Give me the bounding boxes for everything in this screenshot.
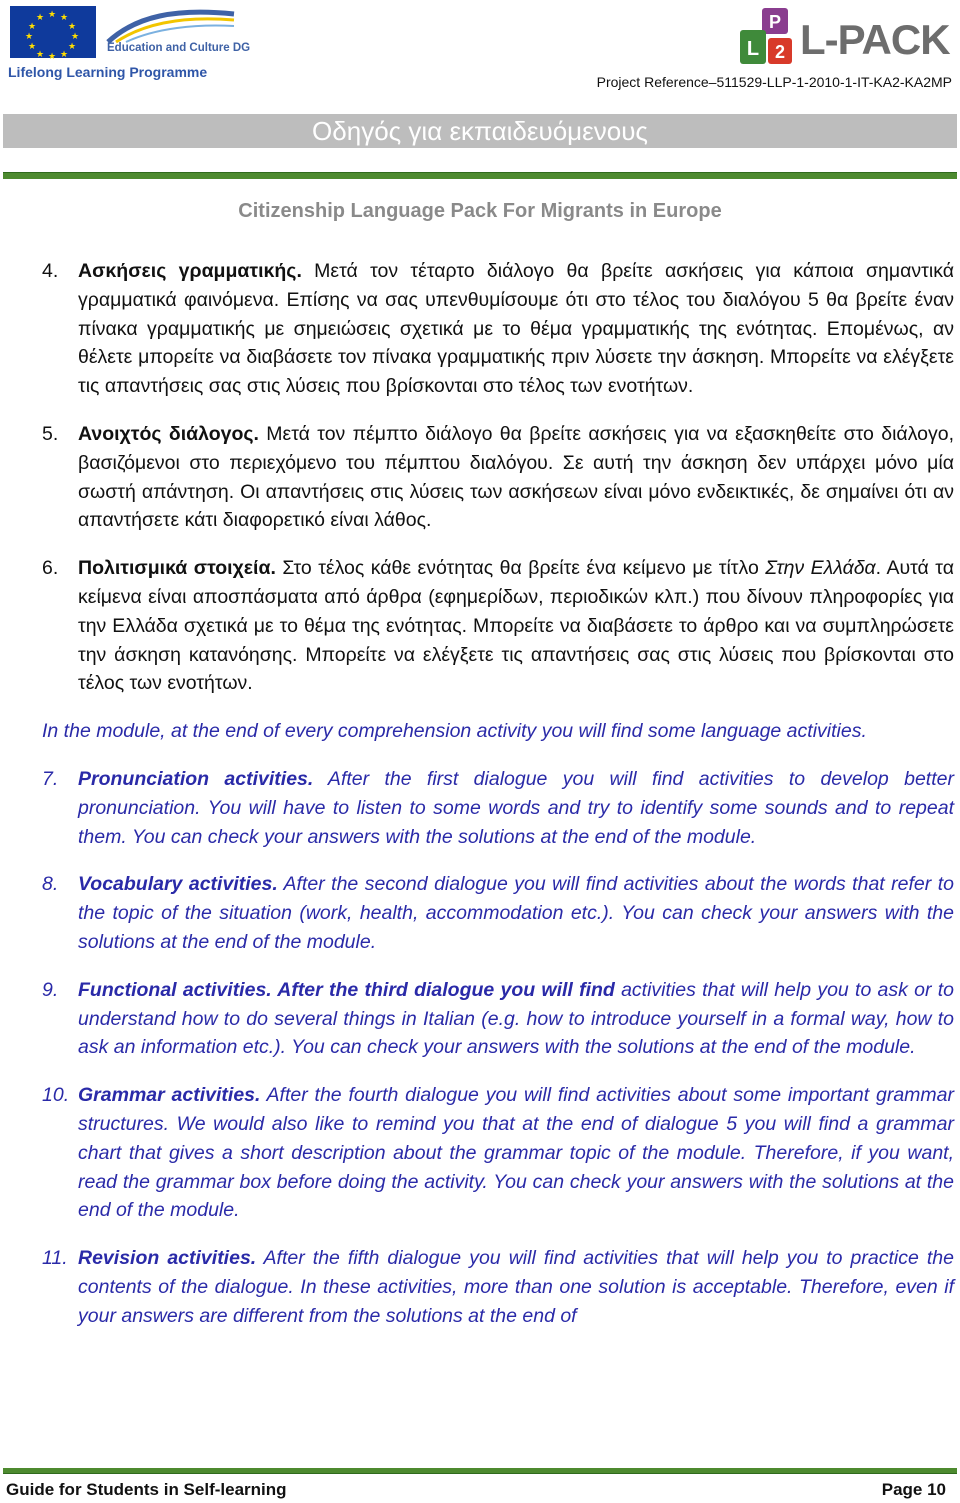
lpack-wordmark: L-PACK xyxy=(800,16,950,63)
item-heading: Functional activities. After the third dialogue you will find xyxy=(78,978,615,1001)
list-item xyxy=(42,765,954,851)
item-number: 11. xyxy=(42,1247,68,1270)
project-reference: Project Reference–511529-LLP-1-2010-1-IT-KA2-KA2MP xyxy=(596,74,952,90)
item-number: 4. xyxy=(42,260,59,282)
lpack-tile-letter: P xyxy=(768,12,782,32)
item-text: Μετά τον τέταρτο διάλογο θα βρείτε ασκήσεις για κάποια σημαντικά γραμματικά φαινόμενα. Επίσης να σας υπενθυμίσουμε ότι στο τέλος του διαλόγου 5 θα βρείτε έναν πίνακα γραμματικής με σημειώσεις σχετικά με το θέμα γραμματικής της ενότητας. Επομένως, αν θέλετε μπορείτε να διαβάσετε τον πίνακα γραμματικής πριν λύσετε την άσκηση. Μπορείτε να ελέγξετε τις απαντήσεις σας στις λύσεις που βρίσκονται στο τέλος των ενοτήτων. xyxy=(78,260,954,398)
item-heading: Pronunciation activities. xyxy=(78,767,314,790)
education-culture-text: Education and Culture DG xyxy=(107,42,251,54)
eu-flag-icon: ★ ★ ★ ★ ★ ★ ★ ★ ★ ★ ★ ★ xyxy=(10,6,96,58)
item-text: Στο τέλος κάθε ενότητας θα βρείτε ένα κείμενο με τίτλο xyxy=(275,557,766,580)
item-text: After the fifth dialogue you will find activities that will help you to practice the contents of the dialogue. In these activities, more than one solution is acceptable. Therefore, even if your answers are different from the solutions at the end of xyxy=(78,1247,954,1327)
item-heading: Πολιτισμικά στοιχεία. xyxy=(78,557,276,580)
item-number: 9. xyxy=(42,978,59,1001)
page-title: Οδηγός για εκπαιδευόμενους xyxy=(312,116,648,146)
list-item xyxy=(42,870,954,956)
item-text: Μετά τον πέμπτο διάλογο θα βρείτε ασκήσεις για να εξασκηθείτε στο διάλογο, βασιζόμενοι στο περιεχόμενο του πέμπτου διαλόγου. Σε αυτή την άσκηση δεν υπάρχει μόνο μία σωστή απάντηση. Οι απαντήσεις στις λύσεις των ασκήσεων είναι μόνο ενδεικτικές, δε σημαίνει ότι αν απαντήσετε κάτι διαφορετικό είναι λάθος. xyxy=(78,422,955,532)
lpack-logo xyxy=(738,6,954,72)
item-heading: Grammar activities. xyxy=(78,1084,261,1107)
title-bar xyxy=(3,114,957,148)
item-number: 10. xyxy=(42,1084,70,1107)
lpack-tile-letter: L xyxy=(746,38,760,60)
lpack-tiles-icon xyxy=(738,6,798,72)
item-text: After the first dialogue you will find activities to develop better pronunciation. You will have to listen to some words and try to identify some sounds and to repeat them. You can check your answers with the solutions at the end of the module. xyxy=(78,767,954,848)
header-divider xyxy=(3,172,957,179)
list-item xyxy=(42,976,954,1062)
list-item xyxy=(42,554,954,698)
lpack-tile-letter: 2 xyxy=(774,42,786,62)
english-intro: In the module, at the end of every comprehension activity you will find some language activities. xyxy=(42,720,867,743)
eu-llp-logo xyxy=(6,2,251,82)
page-number: Page 10 xyxy=(881,1480,946,1499)
list-item xyxy=(42,420,954,535)
list-item xyxy=(42,1244,954,1330)
list-item xyxy=(42,1081,954,1225)
item-text: activities that will help you to ask or to understand how to do several things in Italian (e.g. how to introduce yourself in a formal way, how to ask an information etc.). You can check your answers with the solutions at the end of the module. xyxy=(78,978,954,1059)
page-subtitle: Citizenship Language Pack For Migrants in Europe xyxy=(238,200,722,222)
lifelong-learning-text: Lifelong Learning Programme xyxy=(8,64,208,80)
item-heading: Vocabulary activities. xyxy=(78,873,278,896)
item-heading: Ασκήσεις γραμματικής. xyxy=(78,260,302,282)
footer-title: Guide for Students in Self-learning xyxy=(6,1480,287,1499)
document-body xyxy=(42,257,954,1350)
education-culture-swoosh-icon xyxy=(106,6,236,46)
item-heading: Ανοιχτός διάλογος. xyxy=(78,422,259,445)
item-number: 8. xyxy=(42,873,59,896)
item-text: After the fourth dialogue you will find activities about some important grammar structures. We would also like to remind you that at the end of dialogue 5 you will find a grammar chart that gives a short description about the grammar topic of the module. Therefore, if you want, read the grammar box before doing the activity. You can check your answers with the solutions at the end of the module. xyxy=(78,1084,954,1222)
item-text: . Αυτά τα κείμενα είναι αποσπάσματα από άρθρα (εφημερίδων, περιοδικών κλπ.) που δίνουν πληροφορίες για την Ελλάδα σχετικά με το θέμα της ενότητας. Μπορείτε να διαβάσετε το άρθρο και να συμπληρώσετε την άσκηση κατανόησης. Μπορείτε να ελέγξετε τις απαντήσεις σας στις λύσεις που βρίσκονται στο τέλος των ενοτήτων. xyxy=(78,557,954,695)
item-italic-title: Στην Ελλάδα xyxy=(765,557,876,580)
list-item xyxy=(42,257,954,401)
footer-divider xyxy=(3,1468,957,1474)
item-text: After the second dialogue you will find activities about the words that refer to the topic of the situation (work, health, accommodation etc.). You can check your answers with the solutions at the end of the module. xyxy=(78,873,954,953)
item-number: 6. xyxy=(42,557,59,580)
item-number: 7. xyxy=(42,767,59,790)
item-number: 5. xyxy=(42,422,59,445)
item-heading: Revision activities. xyxy=(78,1247,257,1270)
